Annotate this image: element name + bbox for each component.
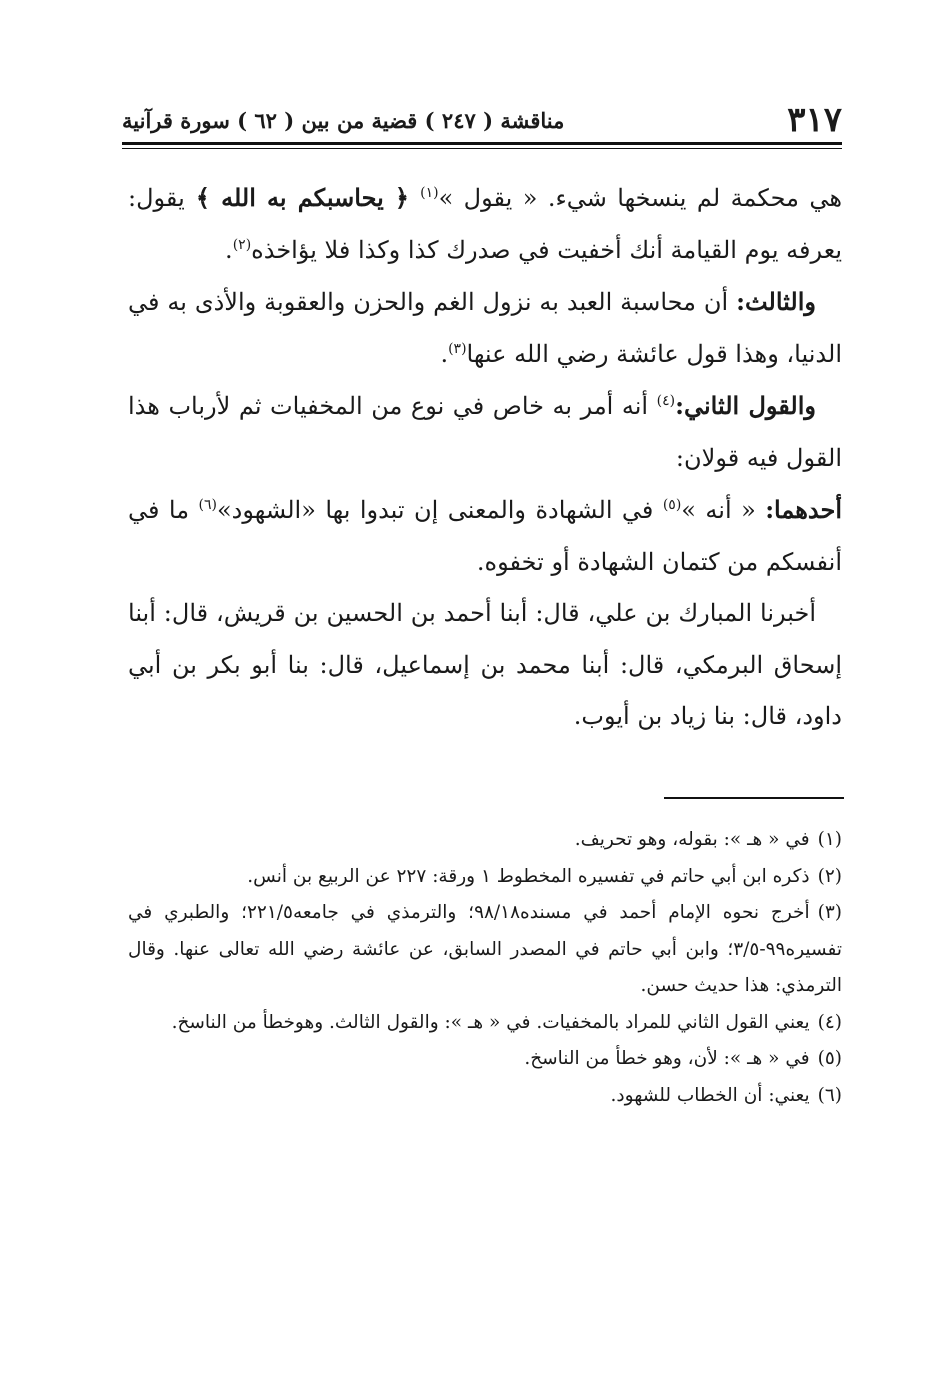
footnote-number: (١) bbox=[817, 829, 842, 850]
footnote-text: ذكره ابن أبي حاتم في تفسيره المخطوط ١ ورقة: ٢٢٧ عن الربيع بن أنس. bbox=[247, 865, 810, 887]
footnote-ref: (٥) bbox=[662, 497, 682, 513]
page-number: ٣١٧ bbox=[787, 100, 842, 140]
text-span: أخبرنا المبارك بن علي، قال: أبنا أحمد بن الحسين بن قريش، قال: أبنا إسحاق البرمكي، قال: أبنا محمد بن إسماعيل، قال: بنا أبو بكر بن أبي داود، قال: بنا زياد بن أيوب. bbox=[128, 599, 842, 730]
footnote-6 bbox=[128, 1078, 842, 1115]
footnote-number: (٦) bbox=[817, 1084, 842, 1106]
text-span: أنه أمر به خاص في نوع من المخفيات ثم لأرباب هذا القول فيه قولان: bbox=[128, 392, 842, 472]
footnote-3 bbox=[128, 895, 842, 1005]
footnote-ref: (٢) bbox=[232, 236, 252, 253]
footnote-text: يعني القول الثاني للمراد بالمخفيات. في « هـ »: والقول الثالث. وهوخطأ من الناسخ. bbox=[171, 1011, 810, 1033]
paragraph-5 bbox=[128, 588, 842, 743]
text-span: . bbox=[225, 235, 233, 264]
text-span: « أنه » bbox=[681, 496, 766, 524]
footnotes bbox=[128, 822, 842, 1114]
footnote-ref: (١) bbox=[420, 185, 439, 201]
paragraph-2 bbox=[128, 276, 842, 380]
text-span: يقول: يعرفه يوم القيامة أنك أخفيت في صدرك كذا وكذا فلا يؤاخذه bbox=[128, 184, 842, 264]
main-text bbox=[128, 172, 842, 743]
section-lead: والقول الثاني: bbox=[675, 391, 816, 420]
footnote-ref: (٤) bbox=[656, 393, 676, 409]
text-span: هي محكمة لم ينسخها شيء. « يقول » bbox=[438, 184, 842, 212]
text-span: . bbox=[440, 339, 449, 368]
footnote-text: في « هـ »: بقوله، وهو تحريف. bbox=[574, 829, 810, 850]
running-title: مناقشة ( ٢٤٧ ) قضية من بين ( ٦٢ ) سورة قرآنية bbox=[122, 107, 565, 133]
section-lead: والثالث: bbox=[736, 287, 816, 316]
header-rule-thin bbox=[122, 148, 842, 149]
text-span: ما في أنفسكم من كتمان الشهادة أو تخفوه. bbox=[128, 496, 842, 576]
footnote-text: يعني: أن الخطاب للشهود. bbox=[610, 1084, 810, 1106]
footnote-text: في « هـ »: لأن، وهو خطأ من الناسخ. bbox=[524, 1048, 810, 1069]
footnote-text: أخرج نحوه الإمام أحمد في مسنده٩٨/١٨؛ والترمذي في جامعه٢٢١/٥؛ والطبري في تفسيره٩٩-٣/٥؛ وابن أبي حاتم في المصدر السابق، عن عائشة رضي الله تعالى عنها. وقال الترمذي: هذا حديث حسن. bbox=[128, 902, 842, 996]
quran-quote: ﴿ يحاسبكم به الله ﴾ bbox=[184, 183, 421, 212]
footnote-number: (٤) bbox=[817, 1011, 842, 1033]
text-span: في الشهادة والمعنى إن تبدوا بها «الشهود» bbox=[216, 496, 663, 524]
footnote-separator bbox=[664, 797, 844, 799]
footnote-5 bbox=[128, 1041, 842, 1078]
paragraph-3 bbox=[128, 380, 842, 484]
footnote-number: (٢) bbox=[817, 865, 842, 887]
footnote-4 bbox=[128, 1005, 842, 1042]
footnote-ref: (٣) bbox=[448, 340, 467, 357]
footnote-1 bbox=[128, 822, 842, 859]
footnote-number: (٥) bbox=[817, 1048, 842, 1069]
section-lead: أحدهما: bbox=[765, 495, 842, 524]
footnote-number: (٣) bbox=[817, 902, 843, 923]
paragraph-4 bbox=[128, 484, 842, 588]
text-span: أن محاسبة العبد به نزول الغم والحزن والعقوبة والأذى به في الدنيا، وهذا قول عائشة رضي الله عنها bbox=[128, 288, 842, 368]
header-rule-thick bbox=[122, 142, 842, 145]
page-header bbox=[122, 100, 842, 140]
footnote-2 bbox=[128, 859, 842, 896]
paragraph-1 bbox=[128, 172, 842, 276]
footnote-ref: (٦) bbox=[198, 497, 217, 513]
